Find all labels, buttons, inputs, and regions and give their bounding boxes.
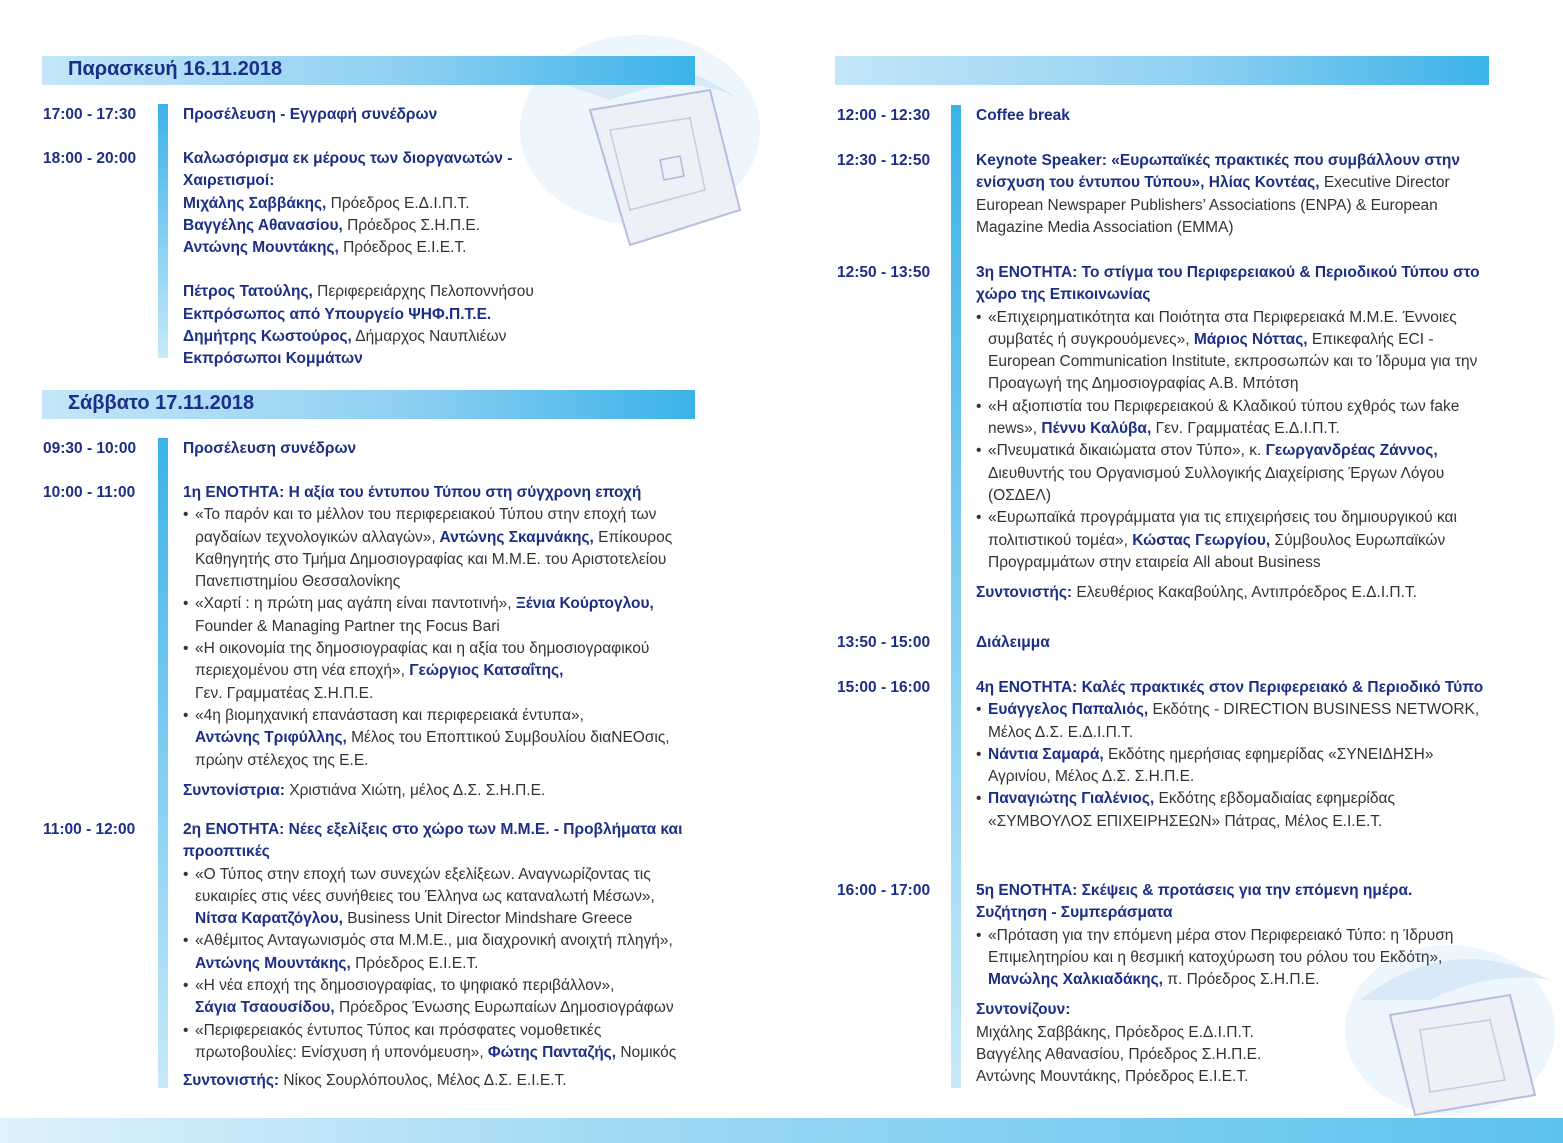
timeline-bar-friday [158,104,168,358]
time-break: 13:50 - 15:00 [837,634,931,651]
talk-item: • «Η νέα εποχή της δημοσιογραφίας, το ψηφιακό περιβάλλον», Σάγια Τσαουσίδου, Πρόεδρος Ένωσης Ευρωπαίων Δημοσιογράφων [183,975,698,1020]
talk-item: • «Αθέμιτος Ανταγωνισμός στα Μ.Μ.Ε., μια διαχρονική ανοιχτή πληγή», Αντώνης Μουντάκης, Πρόεδρος Ε.Ι.Ε.Τ. [183,930,698,975]
time-arrival: 09:30 - 10:00 [43,440,137,457]
talk-item: • «Χαρτί : η πρώτη μας αγάπη είναι παντοτινή», Ξένια Κούρτογλου, Founder & Managing Partner της Focus Bari [183,593,693,638]
moderator-line: Συντονιστής: Ελευθέριος Κακαβούλης, Αντιπρόεδρος Ε.Δ.Ι.Π.Τ. [976,584,1418,602]
time-session-3: 12:50 - 13:50 [837,264,931,281]
footer-bar [0,1118,1563,1143]
timeline-bar-right [951,105,961,1088]
moderator-line: Βαγγέλης Αθανασίου, Πρόεδρος Σ.Η.Π.Ε. [976,1046,1262,1064]
friday-item-2-title: Καλωσόρισμα εκ μέρους των διοργανωτών - Χαιρετισμοί: [183,150,513,190]
time-session-2: 11:00 - 12:00 [43,821,136,838]
speaker-line: Δημήτρης Κωστούρος, Δήμαρχος Ναυπλιέων [183,328,507,346]
time-keynote: 12:30 - 12:50 [837,152,931,169]
time-session-4: 15:00 - 16:00 [837,679,931,696]
friday-item-1 [183,104,683,126]
talk-item: • «Το παρόν και το μέλλον του περιφερειακού Τύπου στην εποχή των ραγδαίων τεχνολογικών αλλαγών», Αντώνης Σκαμνάκης, Επίκουρος Καθηγητής στο Τμήμα Δημοσιογραφίας και Μ.Μ.Ε. του Αριστοτελείου Πανεπιστημίου Θεσσαλονίκης [183,504,693,593]
time-session-1: 10:00 - 11:00 [43,484,136,501]
time-friday-1: 17:00 - 17:30 [43,106,137,123]
session-4 [976,677,1486,833]
session-5 [976,880,1486,1089]
moderators-label: Συντονίζουν: [976,1001,1071,1019]
right-header-bar [835,56,1489,85]
speaker-line: Βαγγέλης Αθανασίου, Πρόεδρος Σ.Η.Π.Ε. [183,216,481,234]
moderator-line: Μιχάλης Σαββάκης, Πρόεδρος Ε.Δ.Ι.Π.Τ. [976,1023,1254,1041]
talk-item: • «Ευρωπαϊκά προγράμματα για τις επιχειρήσεις του δημιουργικού και πολιτιστικού τομέα», Κώστας Γεωργίου, Σύμβουλος Ευρωπαϊκών Προγραμμάτων στην εταιρεία All about Business [976,507,1486,574]
session-3 [976,262,1486,604]
talk-item: • «Πνευματικά δικαιώματα στον Τύπο», κ. Γεωργανδρέας Ζάννος, Διευθυντής του Οργανισμού Συλλογικής Διαχείρισης Έργων Λόγου (ΟΣΔΕΛ) [976,440,1486,507]
session-1 [183,482,693,802]
friday-header [42,56,695,85]
session-3-title: 3η ΕΝΟΤΗΤΑ: Το στίγμα του Περιφερειακού & Περιοδικού Τύπου στο χώρο της Επικοινωνίας [976,264,1480,304]
friday-item-1-title: Προσέλευση - Εγγραφή συνέδρων [183,106,438,123]
saturday-header-title: Σάββατο 17.11.2018 [68,392,255,414]
time-session-5: 16:00 - 17:00 [837,882,931,899]
session-1-title: 1η ΕΝΟΤΗΤΑ: Η αξία του έντυπου Τύπου στη σύγχρονη εποχή [183,484,642,501]
coffee-break: Coffee break [976,107,1070,124]
time-friday-2: 18:00 - 20:00 [43,150,137,167]
talk-item: • Ευάγγελος Παπαλιός, Εκδότης - DIRECTION BUSINESS NETWORK, Μέλος Δ.Σ. Ε.Δ.Ι.Π.Τ. [976,699,1486,744]
talk-item: • «Επιχειρηματικότητα και Ποιότητα στα Περιφερειακά Μ.Μ.Ε. Έννοιες συμβατές ή συγκρουόμενες», Μάριος Νόττας, Επικεφαλής ECI - European Communication Institute, εκπροσωπών και το Ίδρυμα για την Προαγωγή της Δημοσιογραφίας Α.Β. Μπότση [976,307,1486,396]
talk-item: • «Πρόταση για την επόμενη μέρα στον Περιφερειακό Τύπο: η Ίδρυση Επιμελητηρίου και η θεσμική κατοχύρωση του ρόλου του Εκδότη», Μανώλης Χαλκιαδάκης, π. Πρόεδρος Σ.Η.Π.Ε. [976,925,1486,992]
timeline-bar-saturday [158,438,168,1088]
friday-item-2 [183,148,553,371]
speaker-line: Αντώνης Μουντάκης, Πρόεδρος Ε.Ι.Ε.Τ. [183,239,467,257]
session-2 [183,819,698,1093]
session-5-title: 5η ΕΝΟΤΗΤΑ: Σκέψεις & προτάσεις για την επόμενη ημέρα. Συζήτηση - Συμπεράσματα [976,882,1413,922]
talk-item: • Νάντια Σαμαρά, Εκδότης ημερήσιας εφημερίδας «ΣΥΝΕΙΔΗΣΗ» Αγρινίου, Μέλος Δ.Σ. Σ.Η.Π.Ε. [976,744,1486,789]
talk-item: • «4η βιομηχανική επανάσταση και περιφερειακά έντυπα», Αντώνης Τριφύλλης, Μέλος του Εποπτικού Συμβουλίου διαΝΕΟσις, πρώην στέλεχος της Ε.Ε. [183,705,693,772]
time-coffee: 12:00 - 12:30 [837,107,931,124]
talk-item: • «Περιφερειακός έντυπος Τύπος και πρόσφατες νομοθετικές πρωτοβουλίες: Ενίσχυση ή υπονόμευση», Φώτης Πανταζής, Νομικός [183,1020,698,1065]
talk-item: • «Η αξιοπιστία του Περιφερειακού & Κλαδικού τύπου εχθρός των fake news», Πέννυ Καλύβα, Γεν. Γραμματέας Ε.Δ.Ι.Π.Τ. [976,396,1486,441]
lunch-break: Διάλειμμα [976,634,1050,651]
session-4-title: 4η ΕΝΟΤΗΤΑ: Καλές πρακτικές στον Περιφερειακό & Περιοδικό Τύπο [976,679,1484,696]
speaker-line: Εκπρόσωπος από Υπουργείο ΨΗΦ.Π.Τ.Ε. [183,305,492,323]
saturday-header [42,390,695,419]
speaker-line: Εκπρόσωποι Κομμάτων [183,350,363,368]
session-2-title: 2η ΕΝΟΤΗΤΑ: Νέες εξελίξεις στο χώρο των Μ.Μ.Ε. - Προβλήματα και προοπτικές [183,821,683,861]
talk-item: • Παναγιώτης Γιαλένιος, Εκδότης εβδομαδιαίας εφημερίδας «ΣΥΜΒΟΥΛΟΣ ΕΠΙΧΕΙΡΗΣΕΩΝ» Πάτρας, Μέλος Ε.Ι.Ε.Τ. [976,788,1486,833]
keynote: Keynote Speaker: «Ευρωπαϊκές πρακτικές που συμβάλλουν στην ενίσχυση του έντυπου Τύπου», Ηλίας Κοντέας, Executive Director European Newspaper Publishers’ Associations (ENPA) & European Magazine Media Association (EMMA) [976,152,1461,236]
speaker-line: Πέτρος Τατούλης, Περιφερειάρχης Πελοποννήσου [183,283,534,301]
speaker-line: Μιχάλης Σαββάκης, Πρόεδρος Ε.Δ.Ι.Π.Τ. [183,194,470,212]
talk-item: • «Η οικονομία της δημοσιογραφίας και η αξία του δημοσιογραφικού περιεχομένου στη νέα εποχή», Γεώργιος Κατσαΐτης, Γεν. Γραμματέας Σ.Η.Π.Ε. [183,638,693,705]
talk-item: • «Ο Τύπος στην εποχή των συνεχών εξελίξεων. Αναγνωρίζοντας τις ευκαιρίες στις νέες συνήθειες του Έλληνα ως καταναλωτή Μέσων», Νίτσα Καρατζόγλου, Business Unit Director Mindshare Greece [183,864,698,931]
moderator-line: Συντονίστρια: Χριστιάνα Χιώτη, μέλος Δ.Σ. Σ.Η.Π.Ε. [183,781,546,799]
arrival-item: Προσέλευση συνέδρων [183,440,357,457]
friday-header-title: Παρασκευή 16.11.2018 [68,58,283,80]
moderator-line: Αντώνης Μουντάκης, Πρόεδρος Ε.Ι.Ε.Τ. [976,1068,1249,1086]
moderator-line: Συντονιστής: Νίκος Σουρλόπουλος, Μέλος Δ.Σ. Ε.Ι.Ε.Τ. [183,1072,567,1090]
